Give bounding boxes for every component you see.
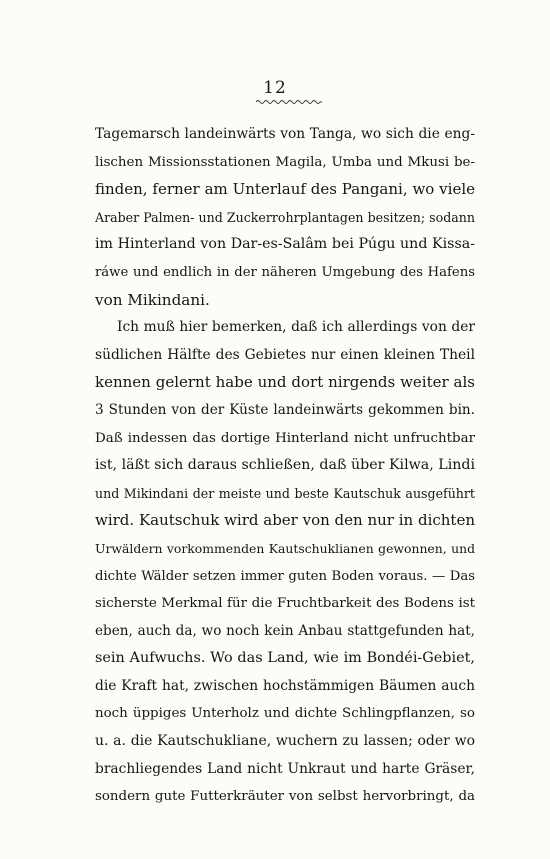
text-line: Araber Palmen- und Zuckerrohrplantagen besitzen; sodann — [95, 209, 475, 225]
text-line: Tagemarsch landeinwärts von Tanga, wo sich die eng- — [95, 126, 475, 142]
text-line: Urwäldern vorkommenden Kautschuklianen gewonnen, und — [95, 540, 475, 556]
text-line: sicherste Merkmal für die Fruchtbarkeit des Bodens ist — [95, 596, 475, 612]
text-line: sondern gute Futterkräuter von selbst hervorbringt, da — [95, 789, 475, 805]
text-line: dichte Wälder setzen immer guten Boden voraus. — Das — [95, 568, 475, 584]
wavy-rule-ornament — [256, 99, 322, 105]
text-line: südlichen Hälfte des Gebietes nur einen kleinen Theil — [95, 346, 475, 363]
text-line: wird. Kautschuk wird aber von den nur in dichten — [95, 511, 475, 530]
text-line: ist, läßt sich daraus schließen, daß über Kilwa, Lindi — [95, 457, 475, 474]
text-line: 3 Stunden von der Küste landeinwärts gekommen bin. — [95, 401, 475, 418]
body-text — [95, 121, 475, 811]
text-line: brachliegendes Land nicht Unkraut und harte Gräser, — [95, 760, 475, 777]
text-line: und Mikindani der meiste und beste Kautschuk ausgeführt — [95, 485, 475, 501]
text-line: sein Aufwuchs. Wo das Land, wie im Bondéi-Gebiet, — [95, 650, 475, 667]
text-line: Ich muß hier bemerken, daß ich allerdings von der — [117, 319, 475, 336]
text-line: die Kraft hat, zwischen hochstämmigen Bäumen auch — [95, 677, 475, 694]
page-number: 12 — [263, 78, 287, 98]
text-line: lischen Missionsstationen Magila, Umba und Mkusi be- — [95, 154, 475, 170]
text-line: kennen gelernt habe und dort nirgends weiter als — [95, 373, 475, 392]
text-line: im Hinterland von Dar-es-Salâm bei Púgu und Kissa- — [95, 236, 475, 253]
text-line: noch üppiges Unterholz und dichte Schlingpflanzen, so — [95, 706, 475, 722]
text-line: finden, ferner am Unterlauf des Pangani, wo viele — [95, 180, 475, 199]
text-line: u. a. die Kautschukliane, wuchern zu lassen; oder wo — [95, 733, 475, 750]
text-line: von Mikindani. — [95, 290, 210, 309]
text-line: eben, auch da, wo noch kein Anbau stattgefunden hat, — [95, 622, 475, 639]
text-line: ráwe und endlich in der näheren Umgebung des Hafens — [95, 264, 475, 280]
text-line: Daß indessen das dortige Hinterland nicht unfruchtbar — [95, 430, 475, 446]
